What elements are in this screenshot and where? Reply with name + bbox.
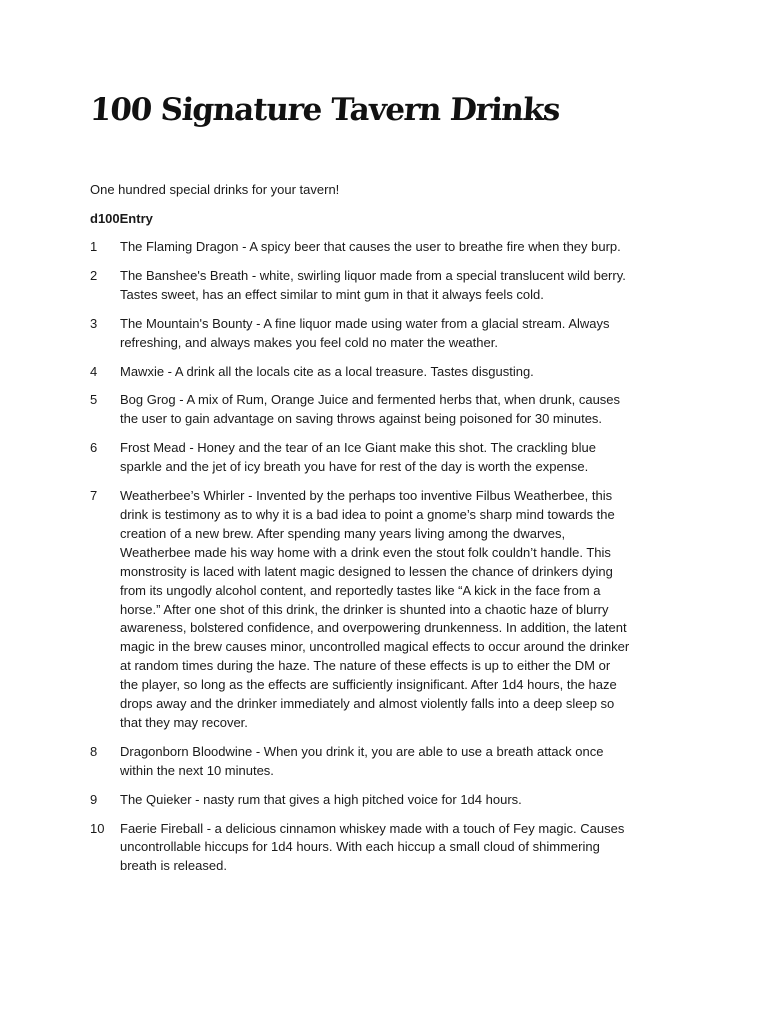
entry-number: 3 — [90, 315, 98, 331]
entry-number: 5 — [90, 392, 98, 408]
list-item — [90, 267, 630, 305]
list-item — [90, 315, 630, 353]
entry-text: The Flaming Dragon - A spicy beer that causes the user to breathe fire when they burp. — [120, 239, 621, 254]
list-item — [90, 363, 630, 382]
entry-text: Weatherbee’s Whirler - Invented by the perhaps too inventive Filbus Weatherbee, this drink is testimony as to why it is a bad idea to point a gnome’s sharp mind towards the creation of a new brew. After spending many years living among the dwarves, Weatherbee made his way home with a drink even the stout folk couldn’t handle. This monstrosity is laced with latent magic designed to lessen the chance of drinkers dying from its ungodly alcohol content, and reportedly tastes like “A kick in the face from a horse.” After one shot of this drink, the drinker is shunted into a chaotic haze of blurry awareness, bolstered confidence, and overpowering drunkenness. In addition, the latent magic in the brew causes minor, uncontrolled magical effects to occur around the drinker at random times during the haze. The nature of these effects is up to either the DM or the player, so long as the effects are sufficiently insignificant. After 1d4 hours, the haze drops away and the drinker immediately and almost violently falls into a deep sleep so that they may recover. — [120, 488, 630, 730]
entry-text: The Quieker - nasty rum that gives a high pitched voice for 1d4 hours. — [120, 791, 522, 807]
entry-text: Dragonborn Bloodwine - When you drink it, you are able to use a breath attack once within the next 10 minutes. — [120, 743, 604, 778]
entry-text: Faerie Fireball - a delicious cinnamon whiskey made with a touch of Fey magic. Causes uncontrollable hiccups for 1d4 hours. With each hiccup a small cloud of shimmering breath is released. — [120, 820, 625, 874]
list-item — [90, 439, 630, 477]
page-title: 100 Signature Tavern Drinks — [88, 92, 561, 128]
entry-number: 2 — [90, 267, 98, 283]
entry-text: Bog Grog - A mix of Rum, Orange Juice and fermented herbs that, when drunk, causes the user to gain advantage on saving throws against being poisoned for 30 minutes. — [120, 392, 621, 427]
list-item — [90, 791, 630, 810]
entry-number: 9 — [90, 791, 98, 807]
entry-number: 10 — [90, 820, 105, 836]
entry-number: 1 — [90, 239, 98, 254]
entry-text: Mawxie - A drink all the locals cite as a local treasure. Tastes disgusting. — [120, 363, 534, 379]
drink-entry-list — [90, 238, 630, 886]
entry-number: 8 — [90, 743, 98, 759]
table-header: d100Entry — [90, 211, 153, 226]
entry-text: The Mountain's Bounty - A fine liquor made using water from a glacial stream. Always refreshing, and always makes you feel cold no mater the weather. — [120, 315, 610, 350]
intro-text: One hundred special drinks for your tavern! — [90, 182, 340, 197]
list-item — [90, 820, 630, 877]
list-item — [90, 391, 630, 429]
entry-text: The Banshee's Breath - white, swirling liquor made from a special translucent wild berry. Tastes sweet, has an effect similar to mint gum in that it always feels cold. — [120, 267, 626, 302]
entry-number: 4 — [90, 363, 98, 379]
entry-text: Frost Mead - Honey and the tear of an Ice Giant make this shot. The crackling blue sparkle and the jet of icy breath you have for rest of the day is worth the expense. — [120, 440, 596, 475]
list-item — [90, 487, 630, 733]
entry-number: 7 — [90, 488, 98, 504]
list-item — [90, 238, 630, 257]
list-item — [90, 743, 630, 781]
entry-number: 6 — [90, 440, 98, 456]
